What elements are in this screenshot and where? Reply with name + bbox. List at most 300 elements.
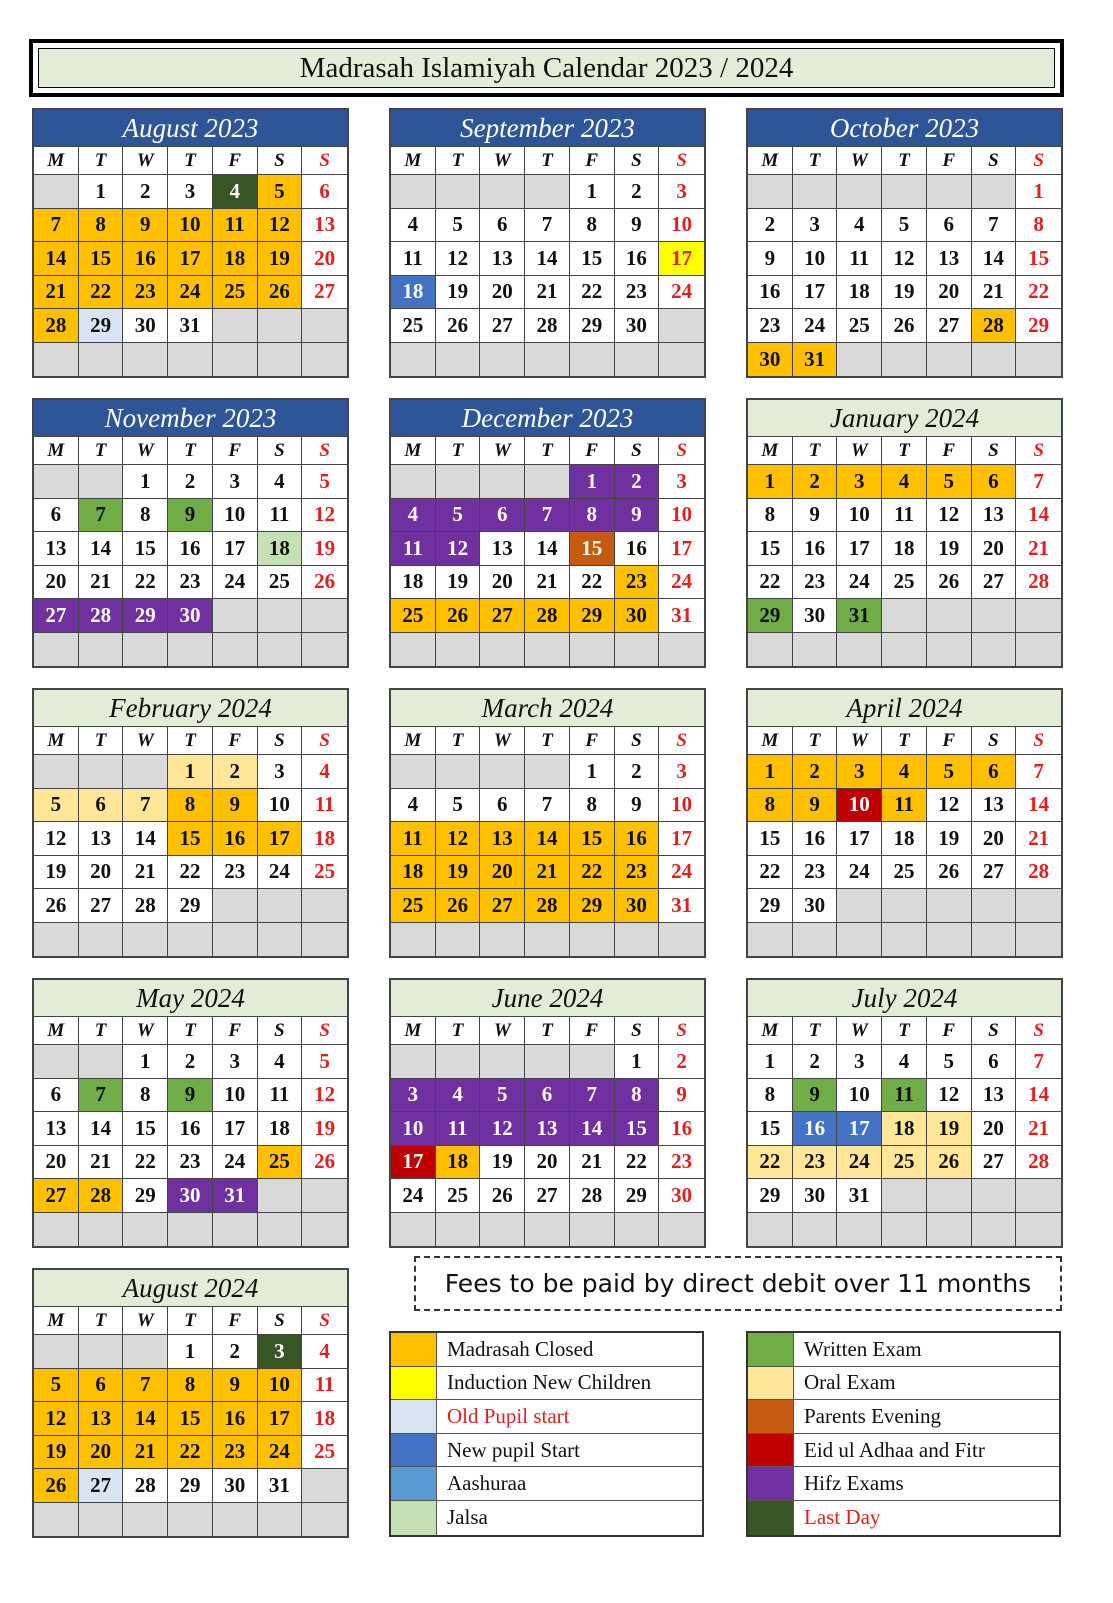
day-cell: 10	[213, 1079, 258, 1113]
day-cell: 5	[882, 209, 927, 243]
empty-cell	[525, 465, 570, 499]
day-cell: 21	[525, 566, 570, 600]
day-cell: 25	[436, 1179, 481, 1213]
empty-cell	[480, 755, 525, 789]
day-cell: 11	[391, 532, 436, 566]
empty-cell	[34, 465, 79, 499]
day-cell: 8	[79, 209, 124, 243]
empty-cell	[1016, 1179, 1061, 1213]
month-title: February 2024	[34, 690, 347, 727]
day-cell: 14	[570, 1112, 615, 1146]
day-cell: 3	[391, 1079, 436, 1113]
day-cell: 9	[615, 209, 660, 243]
day-cell: 19	[882, 276, 927, 310]
day-cell: 8	[748, 789, 793, 823]
day-cell: 27	[480, 889, 525, 923]
month-calendar	[32, 1268, 349, 1538]
day-cell: 19	[927, 1112, 972, 1146]
day-cell: 26	[34, 1469, 79, 1503]
day-cell: 10	[213, 499, 258, 533]
day-cell: 19	[302, 1112, 347, 1146]
day-cell: 23	[615, 276, 660, 310]
day-cell: 8	[570, 789, 615, 823]
day-cell: 15	[168, 822, 213, 856]
day-cell: 27	[480, 599, 525, 633]
empty-cell	[258, 343, 303, 377]
empty-cell	[436, 465, 481, 499]
weekday-header: S	[302, 1307, 347, 1335]
month-calendar	[32, 978, 349, 1248]
day-cell: 6	[480, 499, 525, 533]
month-grid	[391, 437, 704, 666]
day-cell: 17	[391, 1146, 436, 1180]
empty-cell	[168, 343, 213, 377]
weekday-header: S	[615, 1017, 660, 1045]
weekday-header: S	[659, 727, 704, 755]
day-cell: 3	[659, 755, 704, 789]
day-cell: 10	[258, 789, 303, 823]
day-cell: 20	[480, 276, 525, 310]
weekday-header: S	[615, 147, 660, 175]
legend-label: Eid ul Adhaa and Fitr	[804, 1437, 985, 1462]
weekday-header: T	[436, 437, 481, 465]
day-cell: 4	[882, 755, 927, 789]
day-cell: 2	[793, 465, 838, 499]
month-calendar	[32, 108, 349, 378]
day-cell: 1	[748, 755, 793, 789]
day-cell: 11	[391, 822, 436, 856]
day-cell: 16	[659, 1112, 704, 1146]
legend-item	[748, 1434, 1059, 1468]
day-cell: 3	[837, 755, 882, 789]
day-cell: 10	[837, 789, 882, 823]
day-cell: 10	[258, 1369, 303, 1403]
weekday-header: T	[168, 1017, 213, 1045]
day-cell: 24	[659, 276, 704, 310]
day-cell: 1	[570, 175, 615, 209]
empty-cell	[837, 633, 882, 667]
legend-label: Parents Evening	[804, 1403, 942, 1428]
day-cell: 21	[34, 276, 79, 310]
day-cell: 10	[837, 499, 882, 533]
legend-swatch	[391, 1501, 437, 1535]
month-grid	[748, 437, 1061, 666]
day-cell: 27	[79, 889, 124, 923]
day-cell: 14	[1016, 789, 1061, 823]
weekday-header: S	[302, 1017, 347, 1045]
day-cell: 5	[436, 789, 481, 823]
legend-item	[391, 1400, 702, 1434]
day-cell: 21	[1016, 1112, 1061, 1146]
legend-item	[748, 1467, 1059, 1501]
day-cell: 23	[213, 856, 258, 890]
weekday-header: T	[882, 437, 927, 465]
empty-cell	[79, 755, 124, 789]
day-cell: 5	[436, 499, 481, 533]
empty-cell	[525, 175, 570, 209]
day-cell: 12	[436, 822, 481, 856]
legend-item	[391, 1467, 702, 1501]
day-cell: 3	[793, 209, 838, 243]
day-cell: 20	[79, 1436, 124, 1470]
day-cell: 24	[258, 1436, 303, 1470]
day-cell: 12	[302, 499, 347, 533]
day-cell: 25	[882, 566, 927, 600]
day-cell: 27	[525, 1179, 570, 1213]
day-cell: 30	[659, 1179, 704, 1213]
day-cell: 19	[927, 532, 972, 566]
day-cell: 17	[659, 532, 704, 566]
day-cell: 21	[525, 856, 570, 890]
legend-label: Aashuraa	[447, 1471, 527, 1496]
day-cell: 27	[79, 1469, 124, 1503]
empty-cell	[34, 755, 79, 789]
empty-cell	[34, 343, 79, 377]
day-cell: 20	[972, 822, 1017, 856]
legend-item	[748, 1501, 1059, 1535]
empty-cell	[79, 1503, 124, 1537]
day-cell: 25	[258, 566, 303, 600]
day-cell: 8	[123, 499, 168, 533]
day-cell: 26	[436, 309, 481, 343]
empty-cell	[123, 1335, 168, 1369]
day-cell: 13	[480, 532, 525, 566]
day-cell: 7	[123, 1369, 168, 1403]
weekday-header: M	[34, 1017, 79, 1045]
empty-cell	[615, 1213, 660, 1247]
day-cell: 31	[258, 1469, 303, 1503]
day-cell: 1	[123, 1045, 168, 1079]
day-cell: 17	[258, 822, 303, 856]
day-cell: 18	[391, 566, 436, 600]
month-grid	[34, 727, 347, 956]
empty-cell	[34, 1503, 79, 1537]
empty-cell	[123, 1503, 168, 1537]
day-cell: 29	[748, 1179, 793, 1213]
day-cell: 19	[302, 532, 347, 566]
day-cell: 14	[525, 532, 570, 566]
empty-cell	[123, 923, 168, 957]
empty-cell	[302, 1503, 347, 1537]
day-cell: 23	[213, 1436, 258, 1470]
weekday-header: M	[391, 437, 436, 465]
day-cell: 27	[972, 1146, 1017, 1180]
day-cell: 21	[1016, 532, 1061, 566]
empty-cell	[525, 343, 570, 377]
weekday-header: T	[882, 147, 927, 175]
day-cell: 18	[436, 1146, 481, 1180]
day-cell: 7	[1016, 755, 1061, 789]
day-cell: 13	[972, 499, 1017, 533]
empty-cell	[972, 343, 1017, 377]
day-cell: 4	[391, 789, 436, 823]
day-cell: 13	[972, 1079, 1017, 1113]
day-cell: 1	[570, 755, 615, 789]
day-cell: 14	[123, 1402, 168, 1436]
month-grid	[34, 1307, 347, 1536]
empty-cell	[748, 633, 793, 667]
empty-cell	[882, 343, 927, 377]
weekday-header: W	[123, 1017, 168, 1045]
legend-label: Last Day	[804, 1505, 881, 1530]
empty-cell	[525, 1045, 570, 1079]
legend-label: New pupil Start	[447, 1437, 580, 1462]
month-calendar	[746, 978, 1063, 1248]
day-cell: 18	[882, 532, 927, 566]
day-cell: 22	[123, 566, 168, 600]
day-cell: 3	[659, 465, 704, 499]
legend-item	[391, 1434, 702, 1468]
day-cell: 22	[168, 1436, 213, 1470]
day-cell: 22	[570, 566, 615, 600]
empty-cell	[480, 1045, 525, 1079]
empty-cell	[436, 1213, 481, 1247]
day-cell: 28	[1016, 856, 1061, 890]
empty-cell	[258, 923, 303, 957]
day-cell: 1	[168, 755, 213, 789]
day-cell: 1	[123, 465, 168, 499]
day-cell: 4	[436, 1079, 481, 1113]
day-cell: 15	[748, 822, 793, 856]
day-cell: 30	[123, 309, 168, 343]
day-cell: 3	[837, 465, 882, 499]
day-cell: 14	[525, 822, 570, 856]
day-cell: 20	[34, 566, 79, 600]
day-cell: 8	[123, 1079, 168, 1113]
weekday-header: W	[837, 437, 882, 465]
day-cell: 11	[258, 499, 303, 533]
day-cell: 16	[123, 242, 168, 276]
legend-item	[748, 1400, 1059, 1434]
month-calendar	[389, 108, 706, 378]
empty-cell	[882, 633, 927, 667]
day-cell: 11	[882, 789, 927, 823]
weekday-header: T	[793, 1017, 838, 1045]
day-cell: 27	[302, 276, 347, 310]
day-cell: 24	[659, 566, 704, 600]
day-cell: 22	[570, 276, 615, 310]
day-cell: 4	[302, 755, 347, 789]
weekday-header: T	[793, 727, 838, 755]
day-cell: 11	[258, 1079, 303, 1113]
empty-cell	[391, 1045, 436, 1079]
day-cell: 13	[927, 242, 972, 276]
weekday-header: M	[391, 147, 436, 175]
empty-cell	[436, 633, 481, 667]
empty-cell	[302, 309, 347, 343]
legend-swatch	[748, 1434, 794, 1467]
day-cell: 28	[1016, 566, 1061, 600]
empty-cell	[972, 923, 1017, 957]
weekday-header: M	[34, 1307, 79, 1335]
month-grid	[34, 437, 347, 666]
day-cell: 1	[570, 465, 615, 499]
day-cell: 21	[123, 856, 168, 890]
day-cell: 29	[123, 1179, 168, 1213]
day-cell: 14	[79, 1112, 124, 1146]
day-cell: 9	[213, 789, 258, 823]
month-grid	[748, 727, 1061, 956]
day-cell: 15	[79, 242, 124, 276]
day-cell: 28	[79, 599, 124, 633]
day-cell: 20	[927, 276, 972, 310]
day-cell: 26	[480, 1179, 525, 1213]
day-cell: 21	[79, 1146, 124, 1180]
empty-cell	[570, 923, 615, 957]
legend-label: Oral Exam	[804, 1370, 896, 1395]
empty-cell	[436, 755, 481, 789]
weekday-header: M	[34, 147, 79, 175]
empty-cell	[1016, 889, 1061, 923]
empty-cell	[123, 755, 168, 789]
day-cell: 26	[34, 889, 79, 923]
month-grid	[391, 1017, 704, 1246]
empty-cell	[391, 343, 436, 377]
weekday-header: F	[570, 437, 615, 465]
legend-swatch	[748, 1501, 794, 1535]
day-cell: 12	[34, 822, 79, 856]
month-title: August 2024	[34, 1270, 347, 1307]
day-cell: 22	[79, 276, 124, 310]
day-cell: 7	[79, 1079, 124, 1113]
weekday-header: M	[748, 727, 793, 755]
day-cell: 31	[837, 1179, 882, 1213]
empty-cell	[302, 599, 347, 633]
day-cell: 20	[34, 1146, 79, 1180]
day-cell: 22	[615, 1146, 660, 1180]
day-cell: 26	[927, 856, 972, 890]
day-cell: 4	[213, 175, 258, 209]
weekday-header: T	[79, 1307, 124, 1335]
empty-cell	[972, 1179, 1017, 1213]
empty-cell	[391, 465, 436, 499]
weekday-header: W	[837, 727, 882, 755]
weekday-header: T	[793, 437, 838, 465]
day-cell: 5	[302, 1045, 347, 1079]
day-cell: 1	[748, 465, 793, 499]
day-cell: 8	[1016, 209, 1061, 243]
day-cell: 5	[34, 1369, 79, 1403]
day-cell: 25	[391, 599, 436, 633]
day-cell: 19	[927, 822, 972, 856]
day-cell: 20	[972, 532, 1017, 566]
day-cell: 28	[123, 889, 168, 923]
day-cell: 26	[436, 599, 481, 633]
day-cell: 29	[1016, 309, 1061, 343]
day-cell: 2	[615, 755, 660, 789]
empty-cell	[258, 599, 303, 633]
empty-cell	[615, 343, 660, 377]
day-cell: 14	[34, 242, 79, 276]
empty-cell	[927, 599, 972, 633]
weekday-header: T	[525, 727, 570, 755]
day-cell: 4	[258, 1045, 303, 1079]
weekday-header: S	[302, 437, 347, 465]
day-cell: 4	[882, 465, 927, 499]
day-cell: 24	[391, 1179, 436, 1213]
empty-cell	[480, 175, 525, 209]
empty-cell	[927, 343, 972, 377]
day-cell: 12	[927, 789, 972, 823]
day-cell: 24	[258, 856, 303, 890]
day-cell: 21	[972, 276, 1017, 310]
day-cell: 24	[837, 1146, 882, 1180]
day-cell: 19	[34, 856, 79, 890]
day-cell: 29	[748, 889, 793, 923]
day-cell: 24	[793, 309, 838, 343]
empty-cell	[79, 343, 124, 377]
day-cell: 6	[79, 1369, 124, 1403]
day-cell: 18	[837, 276, 882, 310]
day-cell: 9	[659, 1079, 704, 1113]
day-cell: 5	[927, 755, 972, 789]
empty-cell	[793, 1213, 838, 1247]
day-cell: 7	[525, 209, 570, 243]
month-title: March 2024	[391, 690, 704, 727]
empty-cell	[436, 343, 481, 377]
month-grid	[748, 147, 1061, 376]
day-cell: 6	[480, 209, 525, 243]
legend-swatch	[748, 1367, 794, 1400]
day-cell: 22	[570, 856, 615, 890]
day-cell: 27	[927, 309, 972, 343]
empty-cell	[34, 923, 79, 957]
day-cell: 10	[659, 209, 704, 243]
empty-cell	[258, 1503, 303, 1537]
weekday-header: T	[168, 147, 213, 175]
day-cell: 13	[480, 822, 525, 856]
day-cell: 7	[79, 499, 124, 533]
weekday-header: T	[793, 147, 838, 175]
month-title: November 2023	[34, 400, 347, 437]
day-cell: 19	[436, 276, 481, 310]
day-cell: 12	[436, 532, 481, 566]
day-cell: 15	[1016, 242, 1061, 276]
day-cell: 29	[123, 599, 168, 633]
empty-cell	[570, 1213, 615, 1247]
weekday-header: M	[748, 147, 793, 175]
empty-cell	[882, 1179, 927, 1213]
day-cell: 27	[972, 566, 1017, 600]
day-cell: 30	[748, 343, 793, 377]
empty-cell	[748, 923, 793, 957]
day-cell: 18	[213, 242, 258, 276]
day-cell: 24	[837, 566, 882, 600]
day-cell: 5	[302, 465, 347, 499]
weekday-header: S	[615, 727, 660, 755]
weekday-header: S	[1016, 1017, 1061, 1045]
day-cell: 27	[480, 309, 525, 343]
legend-label: Old Pupil start	[447, 1403, 570, 1428]
weekday-header: T	[79, 437, 124, 465]
day-cell: 28	[525, 889, 570, 923]
empty-cell	[972, 599, 1017, 633]
empty-cell	[34, 1045, 79, 1079]
empty-cell	[882, 1213, 927, 1247]
day-cell: 13	[480, 242, 525, 276]
weekday-header: T	[168, 727, 213, 755]
weekday-header: W	[837, 147, 882, 175]
day-cell: 20	[79, 856, 124, 890]
day-cell: 6	[525, 1079, 570, 1113]
empty-cell	[1016, 343, 1061, 377]
day-cell: 1	[1016, 175, 1061, 209]
day-cell: 11	[837, 242, 882, 276]
day-cell: 14	[1016, 499, 1061, 533]
empty-cell	[213, 343, 258, 377]
day-cell: 25	[302, 1436, 347, 1470]
day-cell: 5	[480, 1079, 525, 1113]
